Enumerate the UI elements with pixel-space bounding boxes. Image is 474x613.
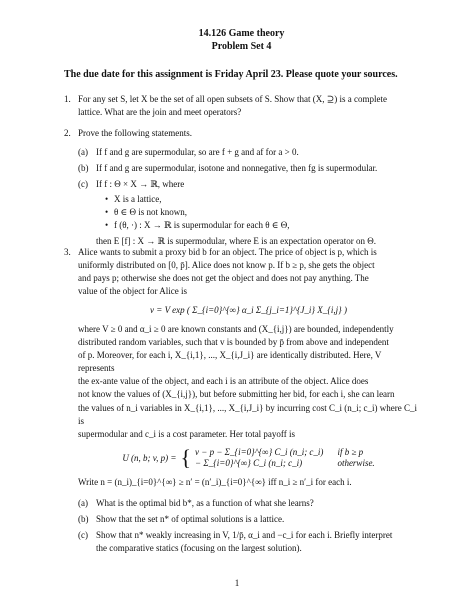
problem-set-title: Problem Set 4: [211, 41, 272, 52]
course-title: 14.126 Game theory: [198, 28, 285, 39]
question-number: 3.: [64, 247, 71, 257]
left-brace: {: [180, 445, 192, 471]
question-1: [64, 93, 419, 119]
question-text-line: the values of n_i variables in X_{i,1}, ..., X_{i,J_i} by incurring cost C_i (n_i; c_i) where C_i is: [78, 402, 417, 426]
list-item: [105, 193, 419, 206]
bullet-icon: •: [105, 194, 109, 205]
question-2: [64, 127, 419, 248]
list-item: [105, 219, 419, 232]
part-label: (a): [78, 498, 88, 509]
part-a: [78, 146, 419, 159]
bullet-icon: •: [105, 207, 109, 218]
part-text: Show that the set n* of optimal solutions is a lattice.: [96, 514, 285, 525]
case-condition: if b ≥ p: [337, 446, 364, 457]
payoff-cases: [195, 447, 375, 470]
part-c-conclusion: then E [f] : X → ℝ is supermodular, where E is an expectation operator on Θ.: [96, 236, 377, 247]
question-text-line: supermodular and c_i is a cost parameter. Her total payoff is: [78, 428, 296, 439]
bullet-text: X is a lattice,: [114, 194, 162, 205]
question-text-line: Alice wants to submit a proxy bid b for an object. The price of object is p, which is: [78, 247, 377, 257]
case-expression: v − p − Σ_{i=0}^{∞} C_i (n_i; c_i): [195, 446, 324, 457]
question-text-line: and pays p; otherwise she does not get the object and does not pay anything. The: [78, 273, 369, 284]
part-text: If f : Θ × X → ℝ, where: [96, 179, 185, 190]
document-title: [64, 27, 419, 53]
bullet-icon: •: [105, 220, 109, 231]
list-item: [105, 206, 419, 219]
question-intro: Prove the following statements.: [78, 128, 192, 138]
part-b: [78, 513, 419, 526]
question-3: [64, 246, 419, 555]
bullet-text: f (θ, ·) : X → ℝ is supermodular for each θ ∈ Θ,: [114, 220, 290, 231]
question-text-line: value of the object for Alice is: [78, 286, 187, 297]
part-text: the comparative statics (focusing on the largest solution).: [96, 543, 302, 554]
question-number: 2.: [64, 128, 71, 138]
question-text-line: the ex-ante value of the object, and each i is an attribute of the object. Alice does: [78, 376, 369, 387]
question-text-line: where V ≥ 0 and α_i ≥ 0 are known constants and (X_{i,j}) are bounded, independently: [78, 324, 394, 335]
due-date-notice: The due date for this assignment is Friday April 23. Please quote your sources.: [64, 69, 398, 80]
question-text-line: not know the values of (X_{i,j}), but before submitting her bid, for each i, she can learn: [78, 389, 395, 400]
part-text: What is the optimal bid b*, as a function of what she learns?: [96, 498, 314, 509]
question-number: 1.: [64, 94, 71, 104]
payoff-lhs: U (n, b; v, p) =: [122, 452, 177, 463]
payoff-equation: [78, 447, 419, 470]
part-b: [78, 162, 419, 175]
part-text: If f and g are supermodular, so are f + g and af for a > 0.: [96, 147, 299, 158]
part-label: (b): [78, 163, 89, 174]
question-text-line: lattice. What are the join and meet operators?: [78, 107, 242, 118]
part-text: If f and g are supermodular, isotone and nonnegative, then fg is supermodular.: [96, 163, 378, 174]
part-label: (a): [78, 147, 88, 158]
page-number: 1: [234, 578, 240, 588]
question-text-line: of p. Moreover, for each i, X_{i,1}, ..., X_{i,J_i} are identically distributed. Here, V represents: [78, 350, 382, 374]
bullet-text: θ ∈ Θ is not known,: [114, 207, 187, 218]
part-label: (c): [78, 530, 88, 541]
part-text: Show that n* weakly increasing in V, 1/p̄, α_i and −c_i for each i. Briefly interpret: [96, 530, 393, 541]
part-label: (b): [78, 514, 89, 525]
part-c: [78, 178, 419, 191]
order-definition: Write n = (n_i)_{i=0}^{∞} ≥ n′ = (n′_i)_{i=0}^{∞} iff n_i ≥ n′_i for each i.: [78, 477, 352, 488]
value-equation: v = V exp ( Σ_{i=0}^{∞} α_i Σ_{j_i=1}^{J_i} X_{i,j} ): [150, 305, 347, 316]
question-text-line: For any set S, let X be the set of all open subsets of S. Show that (X, ⊇) is a complete: [78, 94, 387, 104]
part-label: (c): [78, 179, 88, 190]
question-text-line: uniformly distributed on [0, p̄]. Alice does not know p. If b ≥ p, she gets the object: [78, 260, 375, 271]
case-expression: − Σ_{i=0}^{∞} C_i (n_i; c_i): [195, 458, 303, 469]
case-condition: otherwise.: [337, 458, 375, 469]
part-a: [78, 497, 419, 510]
question-text-line: distributed random variables, such that v is bounded by p̄ from above and independent: [78, 337, 389, 348]
part-c: [78, 529, 419, 555]
